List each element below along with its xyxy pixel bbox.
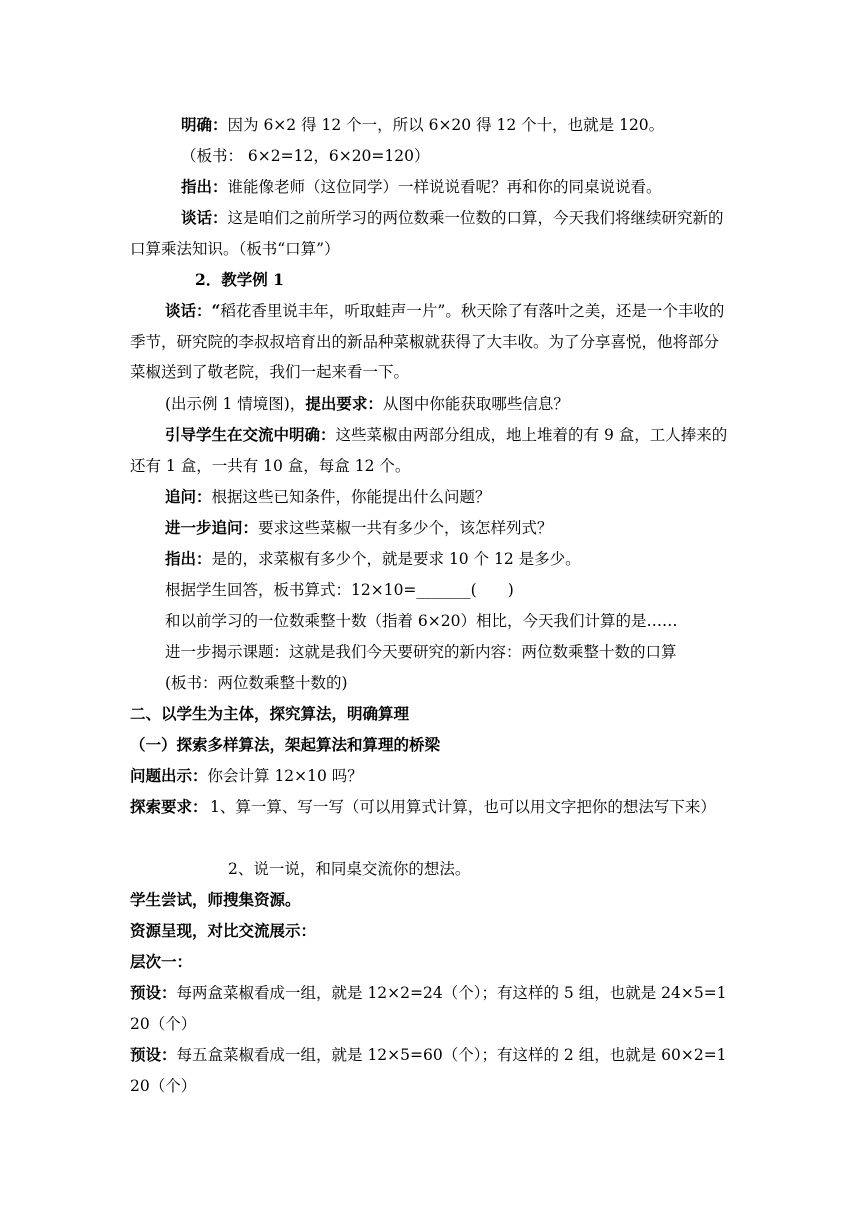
para-banshu-1 (181, 141, 781, 171)
para-yindao (130, 420, 730, 481)
para-text: 要求这些菜椒一共有多少个，该怎样列式？ (258, 519, 553, 537)
para-text: 稻花香里说丰年，听取蛙声一片”。秋天除了有落叶之美，还是一个丰收的季节，研究院的李叔叔培育出的新品种菜椒就获得了大丰收。为了分享喜悦，他将部分菜椒送到了敬老院，我们一起来看一下。 (130, 302, 725, 381)
para-lead: 学生尝试，师搜集资源。 (130, 890, 301, 909)
para-banshu-2 (165, 668, 765, 698)
para-tansuo-item-1 (210, 792, 730, 822)
para-text: (板书：两位数乘整十数的) (165, 674, 348, 692)
para-text: 和以前学习的一位数乘整十数（指着 6×20）相比，今天我们计算的是…… (165, 612, 678, 630)
para-text: 你会计算 12×10 吗？ (207, 767, 363, 785)
para-lead: 追问： (165, 487, 212, 506)
para-banshu-suanshi (165, 575, 765, 605)
para-text: 从图中你能获取哪些信息？ (382, 395, 569, 413)
para-lead: 明确： (181, 115, 228, 134)
para-yushe-2 (130, 1040, 730, 1101)
para-zhichu-2 (165, 544, 765, 574)
para-tansuo-item-2 (228, 854, 828, 884)
para-text: 这些菜椒由两部分组成，地上堆着的有 9 盒，工人捧来的还有 1 盒，一共有 10 盒，每盒 12 个。 (130, 426, 728, 475)
para-wenti-chushi (130, 761, 730, 791)
para-lead: 谈话：“ (165, 301, 221, 320)
para-prefix: (出示例 1 情境图)， (165, 395, 306, 413)
para-tanhua-1 (130, 203, 730, 264)
para-text: 1、算一算、写一写（可以用算式计算，也可以用文字把你的想法写下来） (210, 798, 716, 816)
para-tiqu-yaoqiu (165, 389, 765, 419)
para-text: 根据这些已知条件，你能提出什么问题？ (211, 488, 491, 506)
para-lead: 资源呈现，对比交流展示： (130, 921, 317, 940)
para-cengci-1 (130, 947, 730, 977)
para-mingque-1 (181, 110, 781, 140)
para-text: 进一步揭示课题：这就是我们今天要研究的新内容：两位数乘整十数的口算 (165, 643, 677, 661)
para-ziyuan-chengxian (130, 916, 730, 946)
para-xuesheng-changshi (130, 885, 730, 915)
para-yushe-1 (130, 978, 730, 1039)
para-text: 2、说一说，和同桌交流你的想法。 (228, 860, 471, 878)
para-zhuiwen (165, 482, 765, 512)
section-example-1 (195, 265, 795, 295)
para-tanhua-2 (130, 296, 730, 388)
para-lead: 层次一： (130, 952, 193, 971)
para-lead: 提出要求： (305, 394, 383, 413)
section-heading: 2．教学例 1 (195, 270, 284, 289)
para-text: 谁能像老师（这位同学）一样说说看呢？再和你的同桌说说看。 (227, 178, 662, 196)
para-zhichu-1 (181, 172, 781, 202)
para-lead: 探索要求： (130, 797, 208, 816)
para-lead: 谈话： (181, 208, 228, 227)
para-text: 每两盒菜椒看成一组，就是 12×2=24（个）；有这样的 5 组，也就是 24×5=120（个） (130, 984, 727, 1033)
para-lead: 问题出示： (130, 766, 208, 785)
para-text: 这是咱们之前所学习的两位数乘一位数的口算，今天我们将继续研究新的口算乘法知识。（板书“口算”） (130, 209, 724, 258)
para-text: 每五盒菜椒看成一组，就是 12×5=60（个）；有这样的 2 组，也就是 60×2=120（个） (130, 1046, 727, 1095)
para-text: 是的，求菜椒有多少个，就是要求 10 个 12 是多少。 (211, 550, 581, 568)
para-text: 因为 6×2 得 12 个一，所以 6×20 得 12 个十，也就是 120。 (227, 116, 665, 134)
para-lead: 预设： (130, 1045, 177, 1064)
para-lead: 预设： (130, 983, 177, 1002)
para-jinyibu-zhuiwen (165, 513, 765, 543)
section-heading: （一）探索多样算法，架起算法和算理的桥梁 (130, 735, 441, 754)
section-heading: 二、以学生为主体，探究算法，明确算理 (130, 704, 410, 723)
para-xiangbi (165, 606, 765, 636)
para-text: （板书： 6×2=12，6×20=120） (181, 147, 430, 165)
para-text: 根据学生回答，板书算式：12×10=_______( ) (165, 581, 514, 599)
para-lead: 指出： (165, 549, 212, 568)
para-lead: 引导学生在交流中明确： (165, 425, 336, 444)
para-jieshi-keti (165, 637, 765, 667)
para-lead: 进一步追问： (165, 518, 259, 537)
para-lead: 指出： (181, 177, 228, 196)
section-heading-2 (130, 699, 730, 729)
section-subheading-1 (130, 730, 730, 760)
